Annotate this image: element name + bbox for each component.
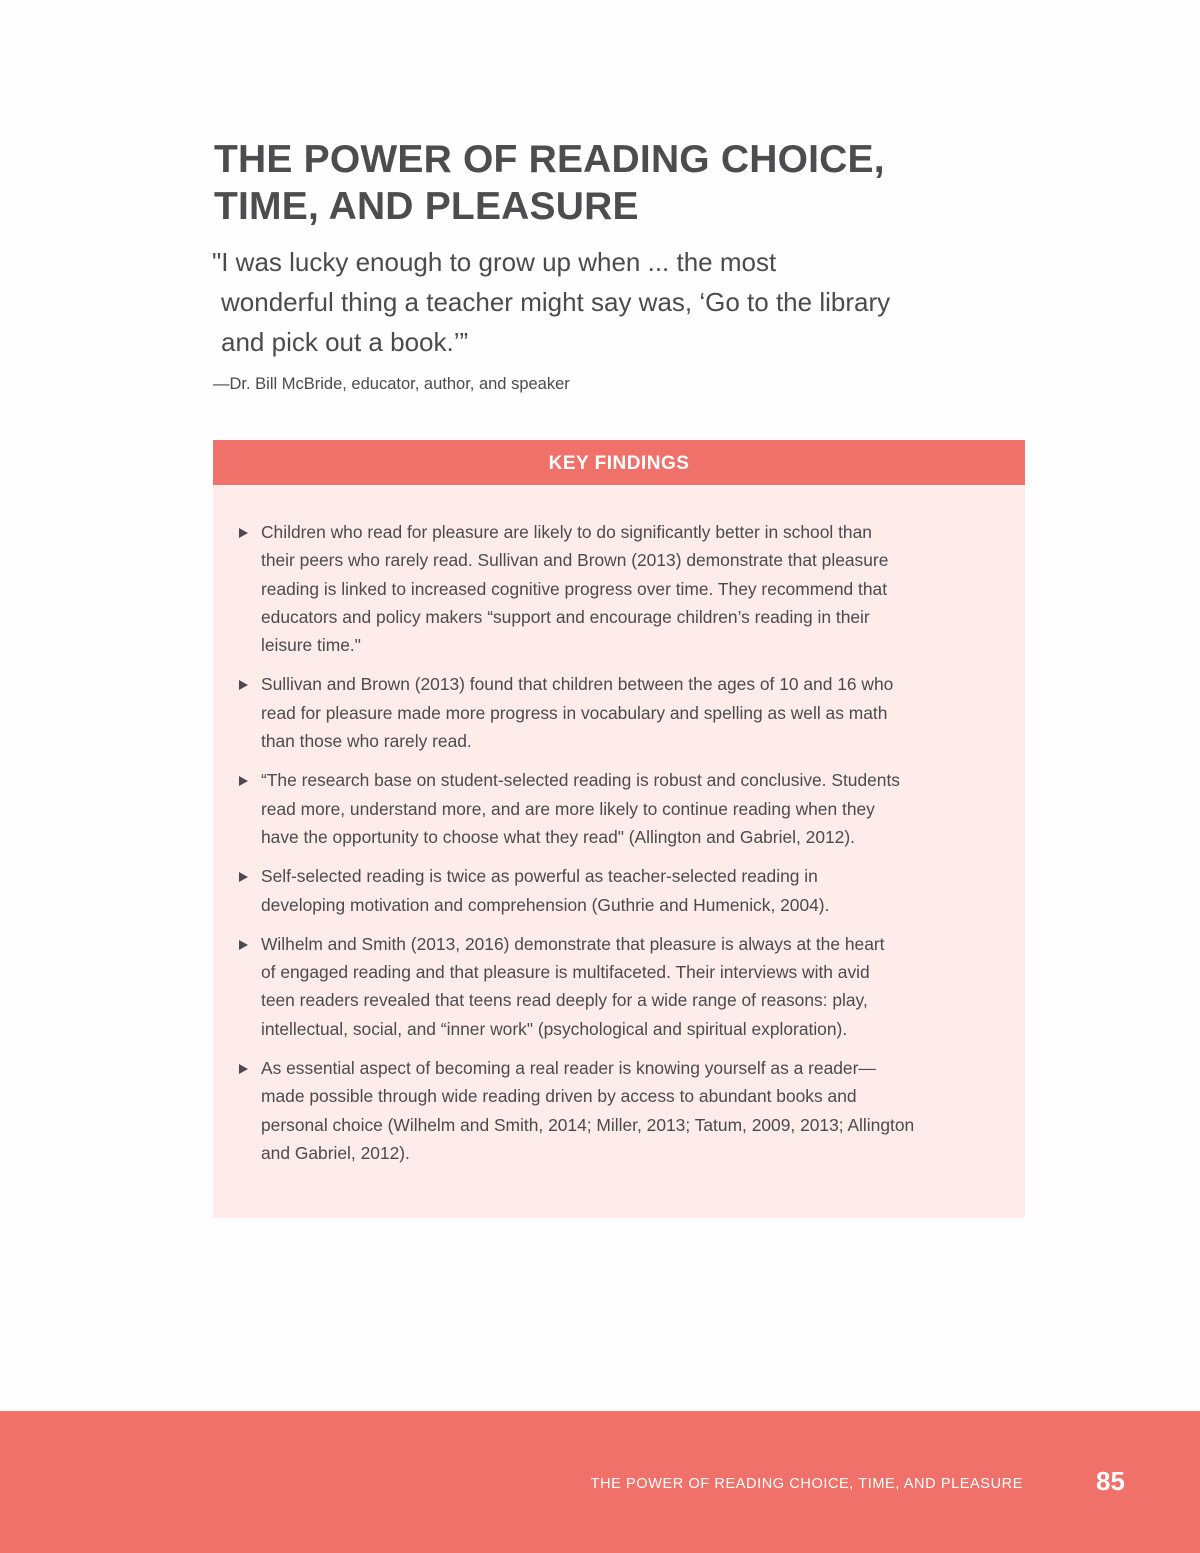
- finding-line: leisure time.": [261, 635, 361, 656]
- finding-line: intellectual, social, and “inner work" (psychological and spiritual exploration).: [261, 1018, 848, 1039]
- quote-line-2: wonderful thing a teacher might say was, ‘Go to the library: [221, 287, 891, 317]
- finding-line: As essential aspect of becoming a real reader is knowing yourself as a reader—: [261, 1058, 876, 1079]
- finding-line: have the opportunity to choose what they read" (Allington and Gabriel, 2012).: [261, 826, 855, 847]
- arrow-bullet-icon: [239, 940, 248, 950]
- key-findings-box: [213, 440, 1025, 1218]
- finding-line: Wilhelm and Smith (2013, 2016) demonstrate that pleasure is always at the heart: [261, 933, 885, 954]
- list-item: [261, 518, 1005, 659]
- finding-line: than those who rarely read.: [261, 731, 472, 752]
- footer-running-title: THE POWER OF READING CHOICE, TIME, AND PLEASURE: [590, 1476, 1023, 1492]
- list-item: [261, 1054, 1005, 1167]
- finding-line: reading is linked to increased cognitive progress over time. They recommend that: [261, 578, 888, 599]
- finding-line: read more, understand more, and are more likely to continue reading when they: [261, 798, 875, 819]
- finding-line: of engaged reading and that pleasure is multifaceted. Their interviews with avid: [261, 962, 870, 983]
- finding-line: personal choice (Wilhelm and Smith, 2014; Miller, 2013; Tatum, 2009, 2013; Allington: [261, 1114, 915, 1135]
- finding-line: “The research base on student-selected reading is robust and conclusive. Students: [261, 770, 900, 791]
- finding-line: educators and policy makers “support and encourage children’s reading in their: [261, 606, 870, 627]
- epigraph-quote: [212, 242, 1032, 362]
- key-findings-list: [213, 485, 1025, 1167]
- list-item: [261, 862, 1005, 919]
- finding-line: developing motivation and comprehension (Guthrie and Humenick, 2004).: [261, 894, 830, 915]
- list-item: [261, 766, 1005, 851]
- finding-line: teen readers revealed that teens read deeply for a wide range of reasons: play,: [261, 990, 868, 1011]
- finding-line: Sullivan and Brown (2013) found that children between the ages of 10 and 16 who: [261, 674, 894, 695]
- finding-line: and Gabriel, 2012).: [261, 1142, 410, 1163]
- finding-line: read for pleasure made more progress in vocabulary and spelling as well as math: [261, 702, 888, 723]
- arrow-bullet-icon: [239, 776, 248, 786]
- page-title: [214, 136, 1114, 230]
- page-title-line-2: TIME, AND PLEASURE: [214, 185, 639, 228]
- quote-line-1: "I was lucky enough to grow up when ... the most: [212, 247, 777, 277]
- arrow-bullet-icon: [239, 528, 248, 538]
- key-findings-heading: KEY FINDINGS: [213, 440, 1025, 485]
- quote-attribution: —Dr. Bill McBride, educator, author, and speaker: [213, 375, 570, 393]
- finding-line: their peers who rarely read. Sullivan and Brown (2013) demonstrate that pleasure: [261, 550, 889, 571]
- finding-line: made possible through wide reading driven by access to abundant books and: [261, 1086, 857, 1107]
- finding-line: Children who read for pleasure are likely to do significantly better in school than: [261, 522, 872, 542]
- finding-line: Self-selected reading is twice as powerful as teacher-selected reading in: [261, 866, 818, 887]
- list-item: [261, 670, 1005, 755]
- arrow-bullet-icon: [239, 872, 248, 882]
- page-footer: [0, 1411, 1200, 1553]
- list-item: [261, 930, 1005, 1043]
- arrow-bullet-icon: [239, 1064, 248, 1074]
- quote-line-3: and pick out a book.’”: [221, 327, 469, 357]
- page-number: 85: [1096, 1466, 1125, 1496]
- arrow-bullet-icon: [239, 680, 248, 690]
- page-title-line-1: THE POWER OF READING CHOICE,: [214, 138, 885, 181]
